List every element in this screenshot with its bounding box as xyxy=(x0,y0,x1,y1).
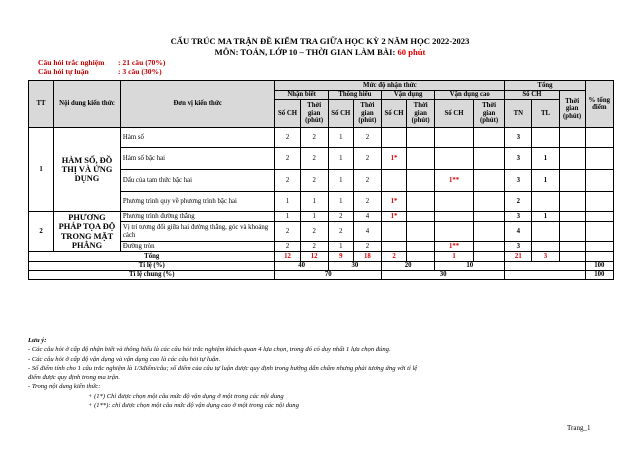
cell-tht: 2 xyxy=(353,128,381,148)
header-tt: TT xyxy=(29,81,54,128)
cell-tn: 3 xyxy=(505,242,532,252)
cell-nb: 2 xyxy=(275,128,300,148)
cell-tt xyxy=(559,242,585,252)
cell-nb: 1 xyxy=(275,192,300,212)
note-line: - Các câu hỏi ở cấp độ nhận biết và thông hiểu là các câu hỏi trắc nghiệm khách quan 4 lựa chọn, trong đó có duy nhất 1 lựa chọn đúng. xyxy=(28,346,391,354)
sub-nb-count: Số CH xyxy=(275,100,300,128)
page-number: Trang_1 xyxy=(567,424,591,432)
cell-tl: 1 xyxy=(532,212,559,222)
cell-th: 2 xyxy=(328,212,353,222)
total-nbt: 12 xyxy=(300,252,328,262)
cell-vdct xyxy=(473,148,504,170)
cell-tl: 1 xyxy=(532,148,559,170)
note-line: - Các câu hỏi ở cấp độ vận dụng và vận dụng cao là các câu hỏi tự luận. xyxy=(28,355,221,363)
cell-nb: 2 xyxy=(275,222,300,242)
cell-pct xyxy=(585,222,613,242)
cell-tht: 2 xyxy=(353,192,381,212)
cell-vdc xyxy=(435,128,474,148)
topic-number: 2 xyxy=(29,212,54,252)
cell-th: 1 xyxy=(328,148,353,170)
common-empty xyxy=(505,271,585,280)
total-tht: 18 xyxy=(353,252,381,262)
sub-th-time: Thời gian (phút) xyxy=(353,100,381,128)
mc-value: : 21 câu (70%) xyxy=(118,58,166,67)
cell-tt xyxy=(559,148,585,170)
ratio-pct: 100 xyxy=(585,262,613,271)
header-levels: Mức độ nhận thức xyxy=(275,81,505,91)
cell-vdct xyxy=(473,212,504,222)
total-tn: 21 xyxy=(505,252,532,262)
note-line: - Trong nội dung kiến thức: xyxy=(28,383,101,391)
cell-th: 1 xyxy=(328,192,353,212)
note-sub-line: + (1**): chỉ được chọn một câu mức độ vận dụng cao ở một trong các nội dung xyxy=(88,402,299,410)
cell-vdc xyxy=(435,222,474,242)
unit-name: Đường tròn xyxy=(120,242,275,252)
note-sub-line: + (1*) Chỉ được chọn một câu mức độ vận dụng ở một trong các nội dung xyxy=(88,392,284,400)
unit-name: Hàm số bậc hai xyxy=(120,148,275,170)
cell-tn: 3 xyxy=(505,212,532,222)
cell-tht: 4 xyxy=(353,222,381,242)
ratio-empty xyxy=(505,262,585,271)
table-row xyxy=(29,212,614,222)
cell-vd xyxy=(381,242,406,252)
topic-number: 1 xyxy=(29,128,54,212)
cell-vdct xyxy=(473,192,504,212)
cell-tl: 1 xyxy=(532,170,559,192)
cell-pct xyxy=(585,212,613,222)
cell-vd xyxy=(381,222,406,242)
matrix-table xyxy=(28,80,614,280)
header-level-3: Vận dụng xyxy=(381,91,434,100)
header-level-1: Nhận biết xyxy=(275,91,328,100)
cell-vdt xyxy=(407,212,435,222)
ratio-vdc: 10 xyxy=(435,262,505,271)
unit-name: Phương trình quy về phương trình bậc hai xyxy=(120,192,275,212)
cell-pct xyxy=(585,192,613,212)
header-total: Tổng xyxy=(505,81,585,91)
ratio-row xyxy=(29,262,614,271)
common-b: 30 xyxy=(381,271,504,280)
cell-nb: 2 xyxy=(275,170,300,192)
cell-vd: 1* xyxy=(381,192,406,212)
cell-nbt: 2 xyxy=(300,222,328,242)
sub-vd-count: Số CH xyxy=(381,100,406,128)
cell-tt xyxy=(559,192,585,212)
cell-nb: 2 xyxy=(275,148,300,170)
cell-vdt xyxy=(407,242,435,252)
cell-tt xyxy=(559,222,585,242)
cell-vdct xyxy=(473,128,504,148)
cell-tht: 2 xyxy=(353,170,381,192)
common-label: Tỉ lệ chung (%) xyxy=(29,271,275,280)
header-level-4: Vận dụng cao xyxy=(435,91,505,100)
common-a: 70 xyxy=(275,271,382,280)
cell-tn: 2 xyxy=(505,192,532,212)
sub-nb-time: Thời gian (phút) xyxy=(300,100,328,128)
cell-pct xyxy=(585,148,613,170)
unit-name: Vị trí tương đối giữa hai đường thẳng, góc và khoảng cách xyxy=(120,222,275,242)
cell-tn: 3 xyxy=(505,148,532,170)
notes-section xyxy=(28,336,614,410)
total-label: Tổng xyxy=(29,252,275,262)
ratio-nb: 40 xyxy=(275,262,328,271)
topic-name: HÀM SỐ, ĐỒ THỊ VÀ ỨNG DỤNG xyxy=(54,128,121,212)
ratio-label: Tỉ lệ (%) xyxy=(29,262,275,271)
header-pct: % tổng điểm xyxy=(585,81,613,128)
notes-heading: Lưu ý: xyxy=(28,337,47,344)
header-content: Nội dung kiến thức xyxy=(54,81,121,128)
cell-nb: 2 xyxy=(275,242,300,252)
cell-th: 2 xyxy=(328,222,353,242)
total-th: 9 xyxy=(328,252,353,262)
cell-tl xyxy=(532,222,559,242)
unit-name: Phương trình đường thẳng xyxy=(120,212,275,222)
cell-tt xyxy=(559,128,585,148)
sub-vd-time: Thời gian (phút) xyxy=(407,100,435,128)
unit-name: Dấu của tam thức bậc hai xyxy=(120,170,275,192)
cell-vdt xyxy=(407,148,435,170)
cell-vdc xyxy=(435,192,474,212)
cell-th: 1 xyxy=(328,128,353,148)
ratio-th: 30 xyxy=(328,262,381,271)
cell-vdc: 1** xyxy=(435,170,474,192)
doc-subtitle xyxy=(0,47,640,57)
cell-vdc: 1** xyxy=(435,242,474,252)
cell-tn: 3 xyxy=(505,128,532,148)
cell-vdt xyxy=(407,222,435,242)
cell-vd: 1* xyxy=(381,212,406,222)
topic-name: PHƯƠNG PHÁP TỌA ĐỘ TRONG MẶT PHẲNG xyxy=(54,212,121,252)
cell-tt xyxy=(559,212,585,222)
sub-vdc-count: Số CH xyxy=(435,100,474,128)
cell-th: 1 xyxy=(328,242,353,252)
cell-tt xyxy=(559,170,585,192)
sub-th-count: Số CH xyxy=(328,100,353,128)
cell-nb: 1 xyxy=(275,212,300,222)
common-pct: 100 xyxy=(585,271,613,280)
total-tl: 3 xyxy=(532,252,559,262)
cell-tht: 2 xyxy=(353,242,381,252)
matrix-body xyxy=(29,128,614,252)
cell-vdct xyxy=(473,170,504,192)
cell-nbt: 2 xyxy=(300,128,328,148)
cell-tl xyxy=(532,242,559,252)
sub-vdc-time: Thời gian (phút) xyxy=(473,100,504,128)
total-time xyxy=(559,252,585,262)
cell-nbt: 1 xyxy=(300,192,328,212)
cell-tn: 4 xyxy=(505,222,532,242)
unit-name: Hàm số xyxy=(120,128,275,148)
header-so-ch: Số CH xyxy=(505,91,559,100)
cell-tn: 3 xyxy=(505,170,532,192)
sub-tl: TL xyxy=(532,100,559,128)
note-line: - Số điểm tính cho 1 câu trắc nghiệm là 1/3điểm/câu; số điểm của câu tự luận được quy định trong hướng dẫn chấm nhưng phải tương ứng với tỉ lệ xyxy=(28,364,418,372)
cell-vdt xyxy=(407,128,435,148)
mc-summary xyxy=(38,58,165,67)
total-vdc: 1 xyxy=(435,252,474,262)
mc-label: Câu hỏi trắc nghiệm xyxy=(38,58,105,67)
cell-vd: 1* xyxy=(381,148,406,170)
total-vd: 2 xyxy=(381,252,406,262)
cell-nbt: 2 xyxy=(300,242,328,252)
essay-value: : 3 câu (30%) xyxy=(118,67,162,76)
cell-nbt: 2 xyxy=(300,148,328,170)
cell-vdt xyxy=(407,192,435,212)
total-vdct xyxy=(473,252,504,262)
cell-vdc xyxy=(435,212,474,222)
cell-vd xyxy=(381,170,406,192)
cell-pct xyxy=(585,170,613,192)
cell-tht: 4 xyxy=(353,212,381,222)
essay-label: Câu hỏi tự luận xyxy=(38,67,89,76)
cell-tl xyxy=(532,128,559,148)
cell-tht: 2 xyxy=(353,148,381,170)
total-row xyxy=(29,252,614,262)
cell-vdc xyxy=(435,148,474,170)
doc-title: CẤU TRÚC MA TRẬN ĐỀ KIỂM TRA GIỮA HỌC KỲ 2 NĂM HỌC 2022-2023 xyxy=(170,36,470,46)
cell-pct xyxy=(585,128,613,148)
cell-vdct xyxy=(473,242,504,252)
sub-tn: TN xyxy=(505,100,532,128)
cell-nbt: 2 xyxy=(300,170,328,192)
header-time-total: Thời gian (phút) xyxy=(559,91,585,128)
subtitle-prefix: MÔN: TOÁN, LỚP 10 – THỜI GIAN LÀM BÀI: xyxy=(214,47,398,57)
note-line: điểm được quy định trong ma trận. xyxy=(28,374,121,382)
cell-pct xyxy=(585,242,613,252)
total-vdt xyxy=(407,252,435,262)
header-level-2: Thông hiểu xyxy=(328,91,381,100)
cell-vdct xyxy=(473,222,504,242)
cell-vd xyxy=(381,128,406,148)
ratio-vd: 20 xyxy=(381,262,434,271)
cell-tl xyxy=(532,192,559,212)
essay-summary xyxy=(38,67,162,76)
table-row xyxy=(29,128,614,148)
total-pct xyxy=(585,252,613,262)
subtitle-time: 60 phút xyxy=(397,47,426,57)
header-unit: Đơn vị kiến thức xyxy=(120,81,275,128)
total-nb: 12 xyxy=(275,252,300,262)
cell-nbt: 1 xyxy=(300,212,328,222)
cell-vdt xyxy=(407,170,435,192)
common-row xyxy=(29,271,614,280)
cell-th: 1 xyxy=(328,170,353,192)
